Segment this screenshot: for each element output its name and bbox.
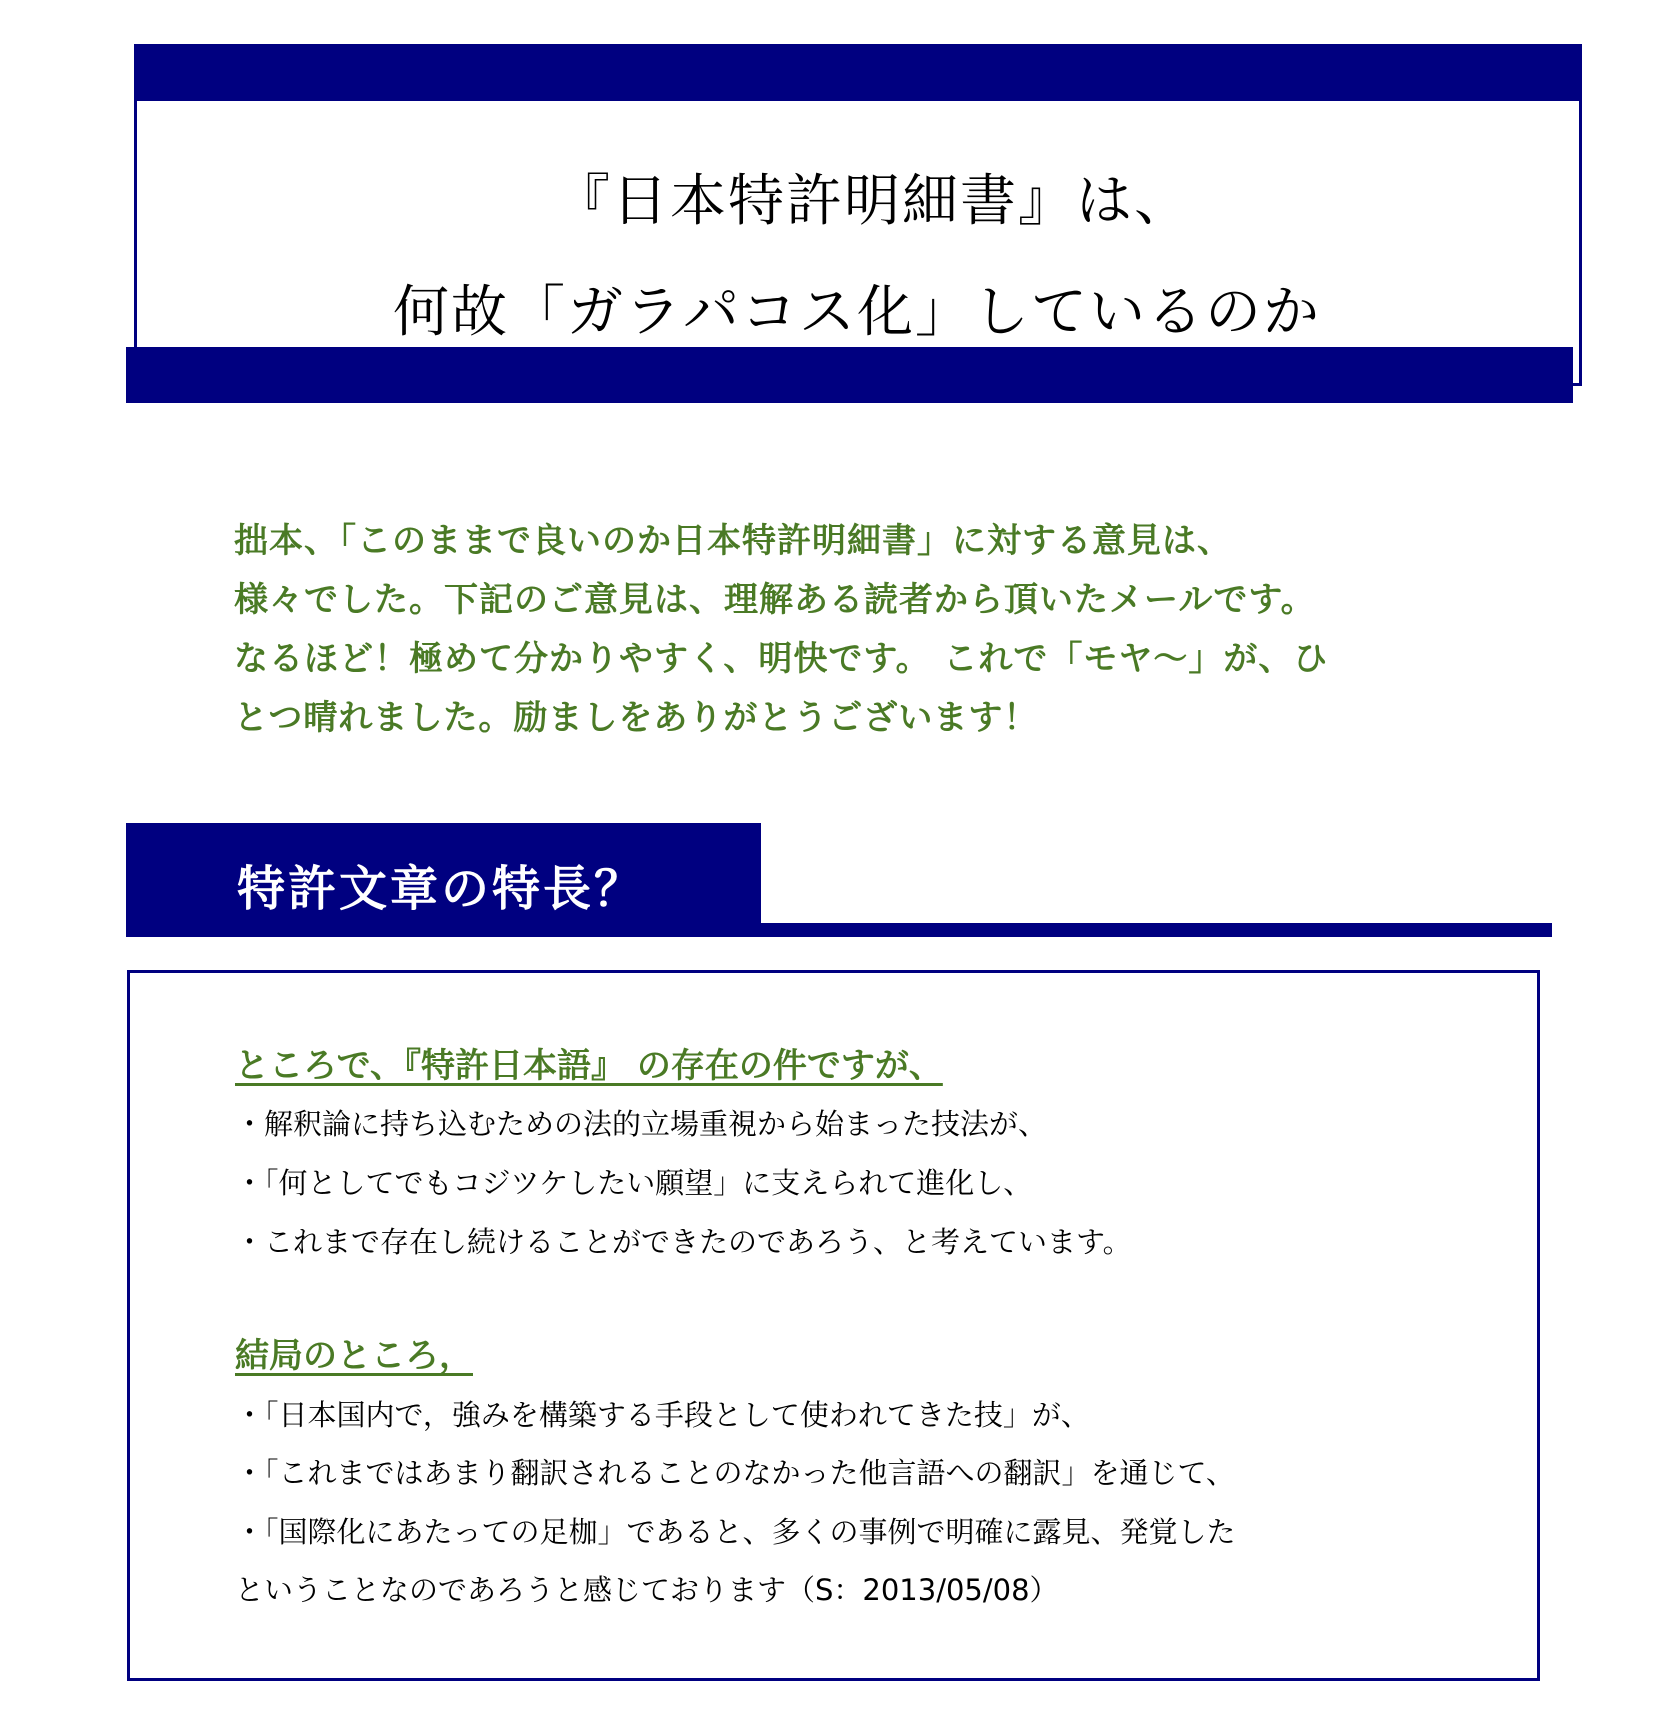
page-title-line-1: 『日本特許明細書』は、 bbox=[554, 169, 1192, 234]
section-heading-underline bbox=[126, 923, 1552, 937]
bullet-item: ・「何としてでもコジツケしたい願望」に支えられて進化し、 bbox=[235, 1166, 1033, 1200]
content-subheading-1: ところで、『特許日本語』 の存在の件ですが、 bbox=[235, 1046, 943, 1086]
section-heading: 特許文章の特長？ bbox=[237, 861, 646, 917]
page-title-line-2: 何故「ガラパコス化」しているのか bbox=[393, 280, 1321, 345]
intro-line: 拙本、「このままで良いのか日本特許明細書」に対する意見は、 bbox=[234, 521, 1232, 561]
intro-line: なるほど！極めて分かりやすく、明快です。 これで「モヤ～」が、ひ bbox=[234, 639, 1329, 679]
bullet-item: ・これまで存在し続けることができたのであろう、と考えています。 bbox=[235, 1225, 1132, 1259]
content-subheading-2: 結局のところ， bbox=[235, 1336, 473, 1376]
title-top-bar bbox=[134, 44, 1580, 101]
bullet-item: ・「日本国内で，強みを構築する手段として使われてきた技」が、 bbox=[235, 1398, 1090, 1432]
title-bottom-bar bbox=[126, 347, 1573, 403]
bullet-item: ・「これまではあまり翻訳されることのなかった他言語への翻訳」を通じて、 bbox=[235, 1456, 1235, 1490]
intro-line: とつ晴れました。励ましをありがとうございます！ bbox=[234, 698, 1039, 738]
intro-paragraph bbox=[234, 512, 1434, 748]
bullet-item: ・「国際化にあたっての足枷」であると、多くの事例で明確に露見、発覚した bbox=[235, 1515, 1236, 1549]
bullet-item: ・解釈論に持ち込むための法的立場重視から始まった技法が、 bbox=[235, 1107, 1048, 1141]
intro-line: 様々でした。下記のご意見は、理解ある読者から頂いたメールです。 bbox=[234, 580, 1316, 620]
closing-line: ということなのであろうと感じております（S：2013/05/08） bbox=[235, 1573, 1059, 1607]
